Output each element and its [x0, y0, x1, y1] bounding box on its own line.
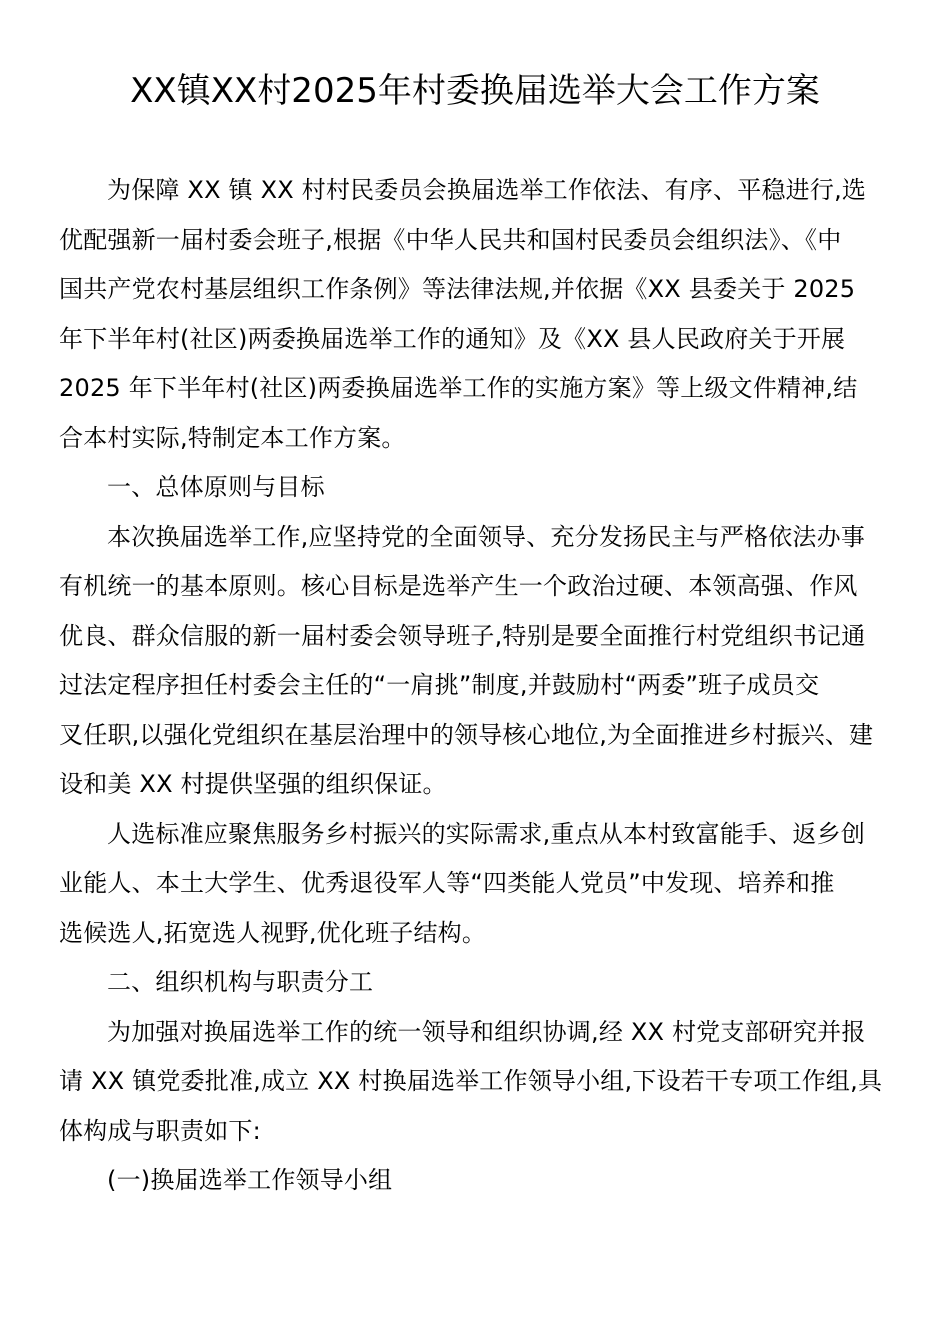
- text-line: 人选标准应聚焦服务乡村振兴的实际需求,重点从本村致富能手、返乡创: [107, 819, 866, 848]
- text-line: 国共产党农村基层组织工作条例》等法律法规,并依据《XX 县委关于 2025: [59, 275, 856, 303]
- text-line: 业能人、本土大学生、优秀退役军人等“四类能人党员”中发现、培养和推: [59, 869, 835, 897]
- document-body: [59, 166, 894, 1206]
- text-line: 体构成与职责如下:: [59, 1116, 261, 1145]
- heading-line: 一、总体原则与目标: [107, 473, 325, 501]
- section-heading-principles: [59, 463, 894, 513]
- heading-line: (一)换届选举工作领导小组: [107, 1166, 393, 1194]
- text-line: 本次换届选举工作,应坚持党的全面领导、充分发扬民主与严格依法办事: [107, 522, 866, 551]
- document-title: XX镇XX村2025年村委换届选举大会工作方案: [130, 71, 820, 111]
- section-heading-organization: [59, 958, 894, 1008]
- text-line: 优良、群众信服的新一届村委会领导班子,特别是要全面推行村党组织书记通: [59, 621, 866, 650]
- subsection-heading-leading-group: [59, 1156, 894, 1206]
- heading-line: 二、组织机构与职责分工: [107, 968, 374, 996]
- paragraph-candidate-standards: [59, 810, 894, 959]
- text-line: 选候选人,拓宽选人视野,优化班子结构。: [59, 918, 487, 947]
- text-line: 有机统一的基本原则。核心目标是选举产生一个政治过硬、本领高强、作风: [59, 572, 858, 600]
- text-line: 为加强对换届选举工作的统一领导和组织协调,经 XX 村党支部研究并报: [107, 1017, 866, 1046]
- paragraph-principles: [59, 513, 894, 810]
- text-line: 设和美 XX 村提供坚强的组织保证。: [59, 770, 447, 798]
- text-line: 为保障 XX 镇 XX 村村民委员会换届选举工作依法、有序、平稳进行,选: [107, 176, 867, 204]
- text-line: 过法定程序担任村委会主任的“一肩挑”制度,并鼓励村“两委”班子成员交: [59, 671, 820, 699]
- paragraph-organization: [59, 1008, 894, 1157]
- text-line: 2025 年下半年村(社区)两委换届选举工作的实施方案》等上级文件精神,结: [59, 374, 858, 402]
- text-line: 合本村实际,特制定本工作方案。: [59, 423, 406, 452]
- paragraph-intro: [59, 166, 894, 463]
- text-line: 叉任职,以强化党组织在基层治理中的领导核心地位,为全面推进乡村振兴、建: [59, 720, 874, 749]
- text-line: 年下半年村(社区)两委换届选举工作的通知》及《XX 县人民政府关于开展: [59, 324, 846, 353]
- text-line: 优配强新一届村委会班子,根据《中华人民共和国村民委员会组织法》、《中: [59, 225, 842, 254]
- text-line: 请 XX 镇党委批准,成立 XX 村换届选举工作领导小组,下设若干专项工作组,具: [59, 1067, 883, 1095]
